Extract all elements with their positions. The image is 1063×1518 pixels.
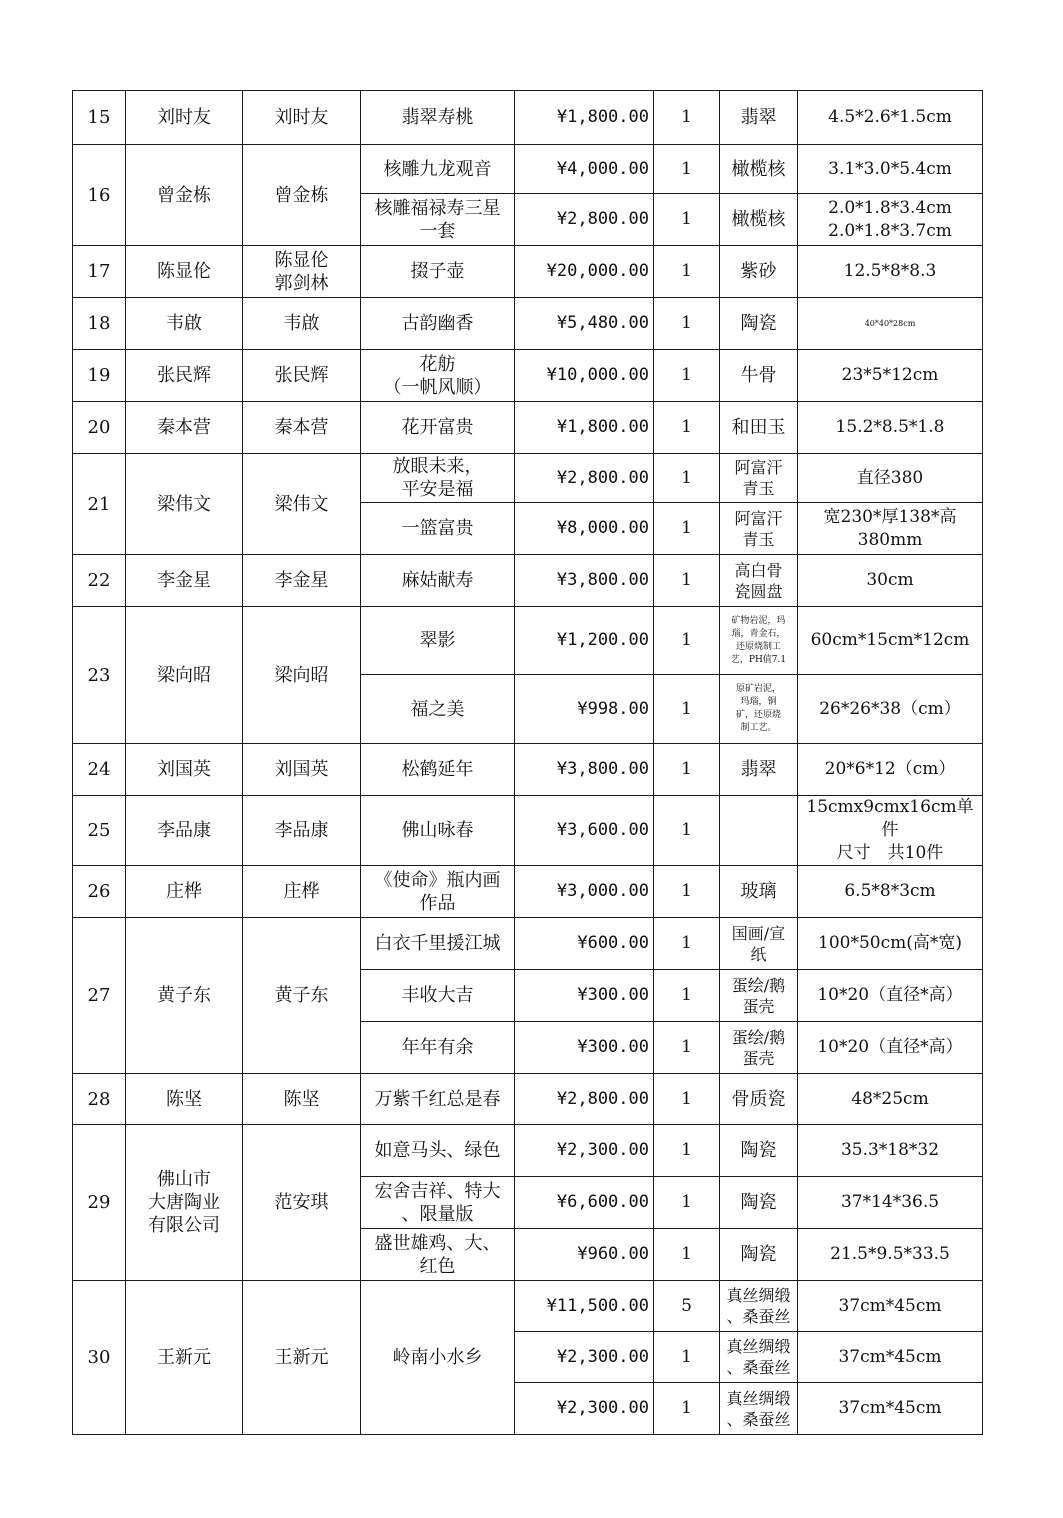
creator-cell: 李金星 (243, 555, 361, 607)
quantity-cell: 1 (654, 145, 720, 194)
author-cell: 梁伟文 (126, 454, 243, 555)
creator-cell: 韦啟 (243, 298, 361, 350)
row-number: 17 (73, 246, 126, 298)
table-row (73, 607, 983, 675)
quantity-cell: 1 (654, 454, 720, 503)
price-cell: ¥2,300.00 (515, 1125, 654, 1177)
size-cell: 直径380 (798, 454, 983, 503)
quantity-cell: 1 (654, 298, 720, 350)
artwork-name-cell: 岭南小水乡 (361, 1281, 515, 1435)
size-cell: 6.5*8*3cm (798, 866, 983, 918)
material-cell: 和田玉 (720, 402, 798, 454)
material-cell: 陶瓷 (720, 1229, 798, 1281)
row-number: 20 (73, 402, 126, 454)
artwork-name-cell: 丰收大吉 (361, 970, 515, 1022)
row-number: 15 (73, 91, 126, 145)
quantity-cell: 1 (654, 970, 720, 1022)
size-cell: 40*40*28cm (798, 298, 983, 350)
creator-cell: 梁伟文 (243, 454, 361, 555)
artwork-name-cell: 《使命》瓶内画 作品 (361, 866, 515, 918)
size-cell: 26*26*38（cm） (798, 675, 983, 744)
row-number: 27 (73, 918, 126, 1074)
price-cell: ¥2,800.00 (515, 454, 654, 503)
author-cell: 刘国英 (126, 744, 243, 796)
size-cell: 37cm*45cm (798, 1281, 983, 1332)
creator-cell: 王新元 (243, 1281, 361, 1435)
table-row (73, 555, 983, 607)
author-cell: 陈显伦 (126, 246, 243, 298)
artwork-name-cell: 掇子壶 (361, 246, 515, 298)
material-cell: 高白骨 瓷圆盘 (720, 555, 798, 607)
price-cell: ¥1,200.00 (515, 607, 654, 675)
table-row (73, 298, 983, 350)
creator-cell: 陈显伦 郭剑林 (243, 246, 361, 298)
price-cell: ¥300.00 (515, 1022, 654, 1074)
quantity-cell: 1 (654, 1383, 720, 1435)
size-cell: 60cm*15cm*12cm (798, 607, 983, 675)
price-cell: ¥2,300.00 (515, 1332, 654, 1383)
author-cell: 秦本营 (126, 402, 243, 454)
table-row (73, 866, 983, 918)
quantity-cell: 1 (654, 1074, 720, 1125)
size-cell: 宽230*厚138*高 380mm (798, 503, 983, 555)
artwork-name-cell: 翠影 (361, 607, 515, 675)
row-number: 25 (73, 796, 126, 866)
creator-cell: 秦本营 (243, 402, 361, 454)
artwork-name-cell: 放眼未来， 平安是福 (361, 454, 515, 503)
size-cell: 37*14*36.5 (798, 1177, 983, 1229)
artwork-name-cell: 麻姑献寿 (361, 555, 515, 607)
table-row (73, 744, 983, 796)
creator-cell: 李品康 (243, 796, 361, 866)
artwork-name-cell: 福之美 (361, 675, 515, 744)
row-number: 26 (73, 866, 126, 918)
creator-cell: 庄桦 (243, 866, 361, 918)
quantity-cell: 1 (654, 503, 720, 555)
material-cell: 真丝绸缎 、桑蚕丝 (720, 1281, 798, 1332)
author-cell: 梁向昭 (126, 607, 243, 744)
artwork-name-cell: 宏舍吉祥、特大 、限量版 (361, 1177, 515, 1229)
artwork-name-cell: 花开富贵 (361, 402, 515, 454)
author-cell: 陈坚 (126, 1074, 243, 1125)
table-row (73, 1074, 983, 1125)
artwork-name-cell: 翡翠寿桃 (361, 91, 515, 145)
material-cell: 原矿岩泥， 玛瑙，铜 矿，还原烧 制工艺。 (720, 675, 798, 744)
quantity-cell: 1 (654, 402, 720, 454)
author-cell: 张民辉 (126, 350, 243, 402)
material-cell: 陶瓷 (720, 1177, 798, 1229)
price-cell: ¥5,480.00 (515, 298, 654, 350)
size-cell: 30cm (798, 555, 983, 607)
size-cell: 48*25cm (798, 1074, 983, 1125)
author-cell: 李品康 (126, 796, 243, 866)
artwork-list-sheet (72, 90, 982, 1435)
material-cell: 骨质瓷 (720, 1074, 798, 1125)
material-cell: 翡翠 (720, 744, 798, 796)
material-cell: 陶瓷 (720, 1125, 798, 1177)
table-row (73, 918, 983, 970)
artwork-table (72, 90, 983, 1435)
price-cell: ¥3,000.00 (515, 866, 654, 918)
material-cell: 真丝绸缎 、桑蚕丝 (720, 1332, 798, 1383)
size-cell: 15cmx9cmx16cm单件 尺寸 共10件 (798, 796, 983, 866)
artwork-name-cell: 核雕九龙观音 (361, 145, 515, 194)
price-cell: ¥1,800.00 (515, 91, 654, 145)
artwork-name-cell: 白衣千里援江城 (361, 918, 515, 970)
material-cell: 真丝绸缎 、桑蚕丝 (720, 1383, 798, 1435)
row-number: 19 (73, 350, 126, 402)
material-cell: 蛋绘/鹅 蛋壳 (720, 970, 798, 1022)
quantity-cell: 1 (654, 555, 720, 607)
quantity-cell: 1 (654, 91, 720, 145)
creator-cell: 黄子东 (243, 918, 361, 1074)
table-row (73, 91, 983, 145)
material-cell: 牛骨 (720, 350, 798, 402)
table-row (73, 454, 983, 503)
quantity-cell: 1 (654, 918, 720, 970)
quantity-cell: 1 (654, 194, 720, 246)
price-cell: ¥2,800.00 (515, 194, 654, 246)
size-cell: 12.5*8*8.3 (798, 246, 983, 298)
author-cell: 佛山市 大唐陶业 有限公司 (126, 1125, 243, 1281)
author-cell: 韦啟 (126, 298, 243, 350)
creator-cell: 陈坚 (243, 1074, 361, 1125)
material-cell: 橄榄核 (720, 145, 798, 194)
table-row (73, 1125, 983, 1177)
artwork-table-body (73, 91, 983, 1435)
quantity-cell: 5 (654, 1281, 720, 1332)
artwork-name-cell: 盛世雄鸡、大、 红色 (361, 1229, 515, 1281)
price-cell: ¥10,000.00 (515, 350, 654, 402)
artwork-name-cell: 古韵幽香 (361, 298, 515, 350)
price-cell: ¥20,000.00 (515, 246, 654, 298)
price-cell: ¥8,000.00 (515, 503, 654, 555)
row-number: 21 (73, 454, 126, 555)
author-cell: 李金星 (126, 555, 243, 607)
size-cell: 35.3*18*32 (798, 1125, 983, 1177)
artwork-name-cell: 一篮富贵 (361, 503, 515, 555)
artwork-name-cell: 核雕福禄寿三星 一套 (361, 194, 515, 246)
size-cell: 4.5*2.6*1.5cm (798, 91, 983, 145)
price-cell: ¥300.00 (515, 970, 654, 1022)
creator-cell: 张民辉 (243, 350, 361, 402)
material-cell: 矿物岩泥，玛 瑙，青金石， 还原烧制工 艺，PH值7.1 (720, 607, 798, 675)
size-cell: 23*5*12cm (798, 350, 983, 402)
quantity-cell: 1 (654, 1125, 720, 1177)
material-cell: 橄榄核 (720, 194, 798, 246)
row-number: 30 (73, 1281, 126, 1435)
quantity-cell: 1 (654, 350, 720, 402)
material-cell: 阿富汗 青玉 (720, 454, 798, 503)
size-cell: 10*20（直径*高） (798, 970, 983, 1022)
price-cell: ¥3,600.00 (515, 796, 654, 866)
material-cell: 国画/宣 纸 (720, 918, 798, 970)
creator-cell: 曾金栋 (243, 145, 361, 246)
quantity-cell: 1 (654, 866, 720, 918)
artwork-name-cell: 花舫 （一帆风顺） (361, 350, 515, 402)
artwork-name-cell: 年年有余 (361, 1022, 515, 1074)
size-cell: 20*6*12（cm） (798, 744, 983, 796)
row-number: 16 (73, 145, 126, 246)
artwork-name-cell: 佛山咏春 (361, 796, 515, 866)
creator-cell: 梁向昭 (243, 607, 361, 744)
quantity-cell: 1 (654, 1332, 720, 1383)
creator-cell: 刘国英 (243, 744, 361, 796)
table-row (73, 145, 983, 194)
price-cell: ¥600.00 (515, 918, 654, 970)
quantity-cell: 1 (654, 796, 720, 866)
material-cell: 玻璃 (720, 866, 798, 918)
size-cell: 100*50cm(高*宽) (798, 918, 983, 970)
author-cell: 庄桦 (126, 866, 243, 918)
table-row (73, 402, 983, 454)
material-cell: 陶瓷 (720, 298, 798, 350)
creator-cell: 范安琪 (243, 1125, 361, 1281)
quantity-cell: 1 (654, 246, 720, 298)
table-row (73, 350, 983, 402)
row-number: 28 (73, 1074, 126, 1125)
artwork-name-cell: 松鹤延年 (361, 744, 515, 796)
author-cell: 刘时友 (126, 91, 243, 145)
size-cell: 21.5*9.5*33.5 (798, 1229, 983, 1281)
price-cell: ¥3,800.00 (515, 555, 654, 607)
row-number: 22 (73, 555, 126, 607)
material-cell: 翡翠 (720, 91, 798, 145)
row-number: 29 (73, 1125, 126, 1281)
table-row (73, 1281, 983, 1332)
price-cell: ¥998.00 (515, 675, 654, 744)
quantity-cell: 1 (654, 1022, 720, 1074)
price-cell: ¥6,600.00 (515, 1177, 654, 1229)
artwork-name-cell: 如意马头、绿色 (361, 1125, 515, 1177)
material-cell (720, 796, 798, 866)
price-cell: ¥960.00 (515, 1229, 654, 1281)
table-row (73, 246, 983, 298)
row-number: 23 (73, 607, 126, 744)
material-cell: 阿富汗 青玉 (720, 503, 798, 555)
size-cell: 37cm*45cm (798, 1383, 983, 1435)
author-cell: 曾金栋 (126, 145, 243, 246)
table-row (73, 796, 983, 866)
size-cell: 37cm*45cm (798, 1332, 983, 1383)
size-cell: 15.2*8.5*1.8 (798, 402, 983, 454)
row-number: 18 (73, 298, 126, 350)
material-cell: 紫砂 (720, 246, 798, 298)
size-cell: 2.0*1.8*3.4cm 2.0*1.8*3.7cm (798, 194, 983, 246)
quantity-cell: 1 (654, 1177, 720, 1229)
row-number: 24 (73, 744, 126, 796)
material-cell: 蛋绘/鹅 蛋壳 (720, 1022, 798, 1074)
quantity-cell: 1 (654, 1229, 720, 1281)
price-cell: ¥4,000.00 (515, 145, 654, 194)
quantity-cell: 1 (654, 744, 720, 796)
author-cell: 王新元 (126, 1281, 243, 1435)
size-cell: 10*20（直径*高） (798, 1022, 983, 1074)
price-cell: ¥2,800.00 (515, 1074, 654, 1125)
author-cell: 黄子东 (126, 918, 243, 1074)
quantity-cell: 1 (654, 675, 720, 744)
price-cell: ¥3,800.00 (515, 744, 654, 796)
artwork-name-cell: 万紫千红总是春 (361, 1074, 515, 1125)
quantity-cell: 1 (654, 607, 720, 675)
price-cell: ¥2,300.00 (515, 1383, 654, 1435)
price-cell: ¥11,500.00 (515, 1281, 654, 1332)
creator-cell: 刘时友 (243, 91, 361, 145)
size-cell: 3.1*3.0*5.4cm (798, 145, 983, 194)
price-cell: ¥1,800.00 (515, 402, 654, 454)
